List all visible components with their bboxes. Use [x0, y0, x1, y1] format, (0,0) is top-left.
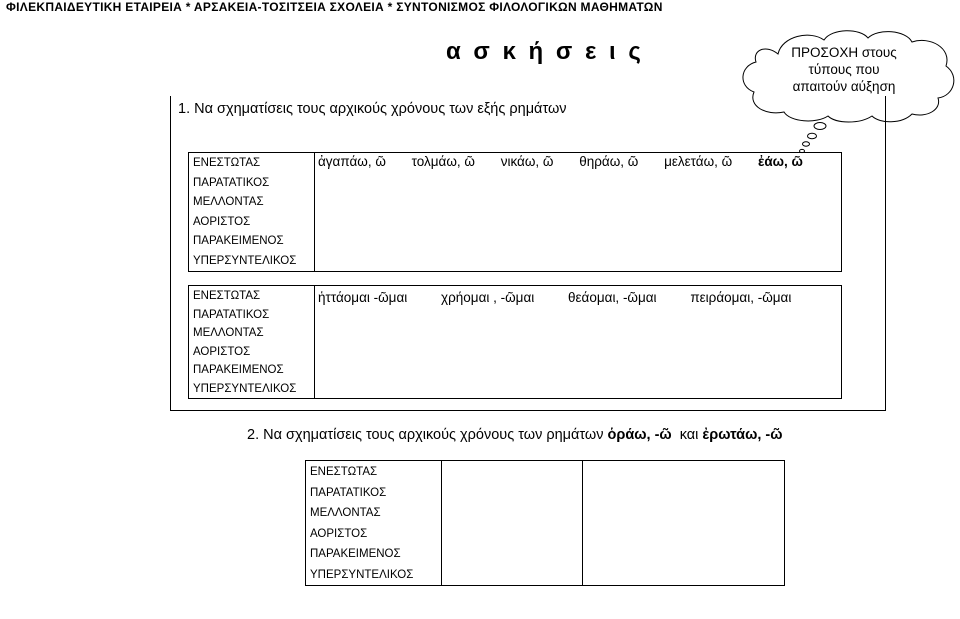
- tense-list: [189, 286, 315, 399]
- verb-header: χρήομαι , -ῶμαι: [441, 290, 535, 305]
- tense-label: ΥΠΕΡΣΥΝΤΕΛΙΚΟΣ: [193, 254, 297, 267]
- tense-label: ΠΑΡΑΚΕΙΜΕΝΟΣ: [193, 364, 284, 376]
- tense-label: ΑΟΡΙΣΤΟΣ: [310, 527, 368, 540]
- tense-label: ΜΕΛΛΟΝΤΑΣ: [193, 196, 264, 208]
- verb-header: νικάω, ῶ: [500, 154, 554, 169]
- exercise-2-verb-1: ὁράω, -ῶ: [607, 427, 672, 443]
- answer-cell-1[interactable]: [442, 461, 583, 586]
- tense-label: ΑΟΡΙΣΤΟΣ: [193, 345, 251, 358]
- verb-header: μελετάω, ῶ: [664, 154, 733, 169]
- tense-label: ΠΑΡΑΚΕΙΜΕΝΟΣ: [193, 235, 284, 247]
- tense-label: ΕΝΕΣΤΩΤΑΣ: [193, 157, 261, 169]
- tense-label: ΠΑΡΑΚΕΙΜΕΝΟΣ: [310, 548, 401, 560]
- exercise-1-instruction: 1. Να σχηματίσεις τους αρχικούς χρόνους των εξής ρημάτων: [178, 101, 567, 117]
- exercise-2-verb-2: ἐρωτάω, -ῶ: [702, 427, 783, 443]
- tense-list: [189, 153, 315, 272]
- tense-label: ΠΑΡΑΤΑΤΙΚΟΣ: [193, 176, 270, 189]
- exercise-2-conj: και: [671, 427, 703, 443]
- exercise-2-prefix: 2. Να σχηματίσεις τους αρχικούς χρόνους των ρημάτων: [247, 427, 608, 443]
- exercise-2-table: [305, 460, 785, 586]
- header-banner: ΦΙΛΕΚΠΑΙΔΕΥΤΙΚΗ ΕΤΑΙΡΕΙΑ * ΑΡΣΑΚΕΙΑ-ΤΟΣΙΤΣΕΙΑ ΣΧΟΛΕΙΑ * ΣΥΝΤΟΝΙΣΜΟΣ ΦΙΛΟΛΟΓΙΚΩΝ ΜΑΘΗΜΑΤΩΝ: [6, 0, 663, 14]
- note-line-1: ΠΡΟΣΟΧΗ στους: [791, 45, 897, 60]
- tense-label: ΠΑΡΑΤΑΤΙΚΟΣ: [310, 486, 387, 499]
- note-line-3: απαιτούν αύξηση: [792, 79, 896, 94]
- page-title: α σ κ ή σ ε ι ς: [446, 38, 644, 65]
- verb-header: τολμάω, ῶ: [411, 154, 475, 169]
- verb-header: ἡττάομαι -ῶμαι: [318, 290, 408, 305]
- note-line-2: τύπους που: [808, 62, 880, 77]
- tense-label: ΥΠΕΡΣΥΝΤΕΛΙΚΟΣ: [193, 382, 297, 395]
- verb-header: πειράομαι, -ῶμαι: [690, 290, 792, 305]
- verb-header: ἐάω, ῶ: [757, 154, 803, 169]
- tense-label: ΕΝΕΣΤΩΤΑΣ: [193, 290, 261, 302]
- tense-list: [306, 461, 442, 586]
- answer-area[interactable]: [315, 286, 842, 399]
- tense-label: ΕΝΕΣΤΩΤΑΣ: [310, 466, 378, 478]
- tense-label: ΜΕΛΛΟΝΤΑΣ: [310, 507, 381, 519]
- tense-label: ΑΟΡΙΣΤΟΣ: [193, 215, 251, 228]
- tense-label: ΥΠΕΡΣΥΝΤΕΛΙΚΟΣ: [310, 568, 414, 581]
- verb-header: θηράω, ῶ: [579, 154, 639, 169]
- tense-label: ΜΕΛΛΟΝΤΑΣ: [193, 327, 264, 339]
- exercise-1-table-1: [188, 152, 842, 272]
- exercise-1-table-2: [188, 285, 842, 399]
- exercise-2-instruction: [247, 427, 782, 443]
- answer-cell-2[interactable]: [583, 461, 785, 586]
- tense-label: ΠΑΡΑΤΑΤΙΚΟΣ: [193, 308, 270, 321]
- verb-header: θεάομαι, -ῶμαι: [568, 290, 657, 305]
- answer-area[interactable]: [315, 153, 842, 272]
- verb-header: ἀγαπάω, ῶ: [318, 154, 386, 169]
- note-text: [742, 44, 946, 95]
